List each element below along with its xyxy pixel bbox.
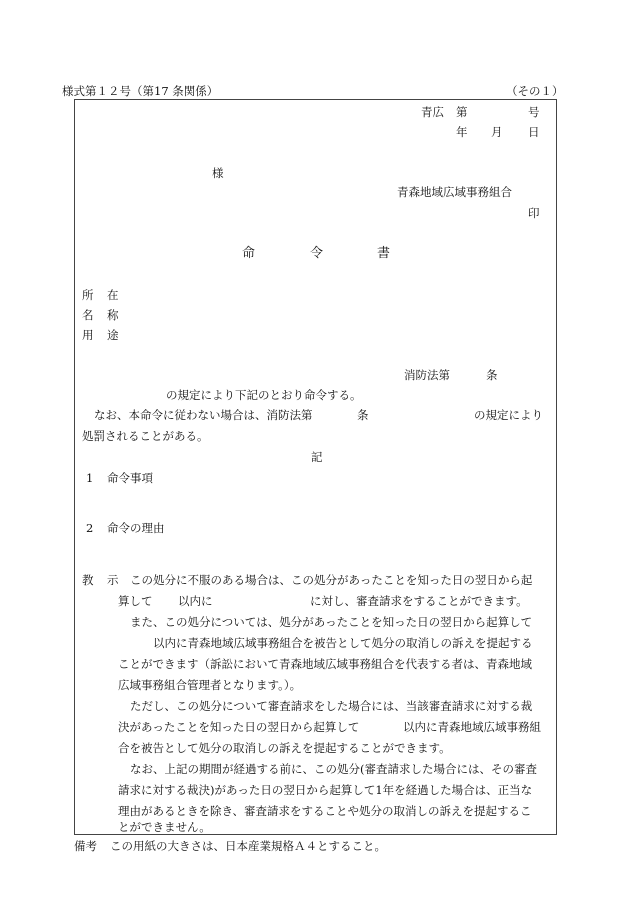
doc-number-dai: 第 bbox=[456, 105, 468, 119]
field-name-1: 名 bbox=[82, 308, 94, 322]
kyoji-line-2b: 以内に bbox=[178, 594, 213, 608]
law-article-label: 消防法第 bbox=[404, 368, 450, 382]
ki-mark: 記 bbox=[311, 450, 323, 464]
form-part: （その１） bbox=[506, 84, 564, 98]
date-day: 日 bbox=[528, 125, 540, 139]
kyoji-line-11: 請求に対する裁決)があった日の翌日から起算して1年を経過した場合は、正当な bbox=[118, 783, 533, 797]
kyoji-line-12: 理由があるときを除き、審査請求をすることや処分の取消しの訴えを提起するこ bbox=[118, 804, 532, 818]
date-month: 月 bbox=[491, 125, 503, 139]
kyoji-line-9: 合を被告として処分の取消しの訴えを提起することができます。 bbox=[118, 741, 451, 755]
kyoji-label-1: 教 bbox=[82, 573, 94, 587]
addressee-suffix: 様 bbox=[212, 166, 224, 180]
title-char-2: 令 bbox=[310, 246, 324, 261]
kyoji-line-13: とができません。 bbox=[118, 820, 211, 834]
kyoji-line-8a: 決があったことを知った日の翌日から起算して bbox=[118, 720, 360, 734]
title-char-3: 書 bbox=[377, 246, 391, 261]
kyoji-line-7: ただし、この処分について審査請求をした場合には、当該審査請求に対する裁 bbox=[130, 699, 533, 713]
kyoji-line-2c: に対し、審査請求をすることができます。 bbox=[310, 594, 528, 608]
kyoji-line-8b: 以内に青森地域広域事務組 bbox=[403, 720, 541, 734]
order-statement: の規定により下記のとおり命令する。 bbox=[166, 388, 362, 402]
kyoji-label-2: 示 bbox=[107, 573, 119, 587]
field-name-2: 称 bbox=[107, 308, 119, 322]
remarks-text: この用紙の大きさは、日本産業規格Ａ４とすること。 bbox=[110, 839, 386, 853]
field-location-1: 所 bbox=[82, 288, 94, 302]
penalty-text-jo: 条 bbox=[357, 408, 369, 422]
seal-mark: 印 bbox=[528, 206, 540, 220]
item-1-label: 命令事項 bbox=[107, 471, 153, 485]
field-use-1: 用 bbox=[82, 328, 94, 342]
kyoji-line-10: なお、上記の期間が経過する前に、この処分(審査請求した場合には、その審査 bbox=[130, 762, 537, 776]
issuer-name: 青森地域広域事務組合 bbox=[397, 185, 512, 199]
field-location-2: 在 bbox=[107, 288, 119, 302]
kyoji-line-1: この処分に不服のある場合は、この処分があったことを知った日の翌日から起 bbox=[130, 573, 533, 587]
doc-number-prefix: 青広 bbox=[421, 105, 444, 119]
remarks-label: 備考 bbox=[74, 839, 97, 853]
kyoji-line-2a: 算して bbox=[118, 594, 153, 608]
kyoji-line-5: ことができます（訴訟において青森地域広域事務組合を代表する者は、青森地域 bbox=[118, 657, 532, 671]
date-year: 年 bbox=[456, 125, 468, 139]
kyoji-line-3: また、この処分については、処分があったことを知った日の翌日から起算して bbox=[130, 615, 533, 629]
form-number: 様式第１２号（第17 条関係） bbox=[62, 84, 219, 98]
item-2-number: 2 bbox=[86, 521, 94, 535]
penalty-text-c: の規定により bbox=[474, 408, 543, 422]
title-char-1: 命 bbox=[242, 246, 256, 261]
law-article-jo: 条 bbox=[486, 368, 498, 382]
field-use-2: 途 bbox=[107, 328, 119, 342]
penalty-text-a: なお、本命令に従わない場合は、消防法第 bbox=[94, 408, 313, 422]
kyoji-line-4: 以内に青森地域広域事務組合を被告として処分の取消しの訴えを提起する bbox=[153, 636, 533, 650]
item-1-number: 1 bbox=[86, 471, 94, 485]
item-2-label: 命令の理由 bbox=[107, 521, 165, 535]
doc-number-go: 号 bbox=[528, 105, 540, 119]
penalty-text-end: 処罰されることがある。 bbox=[82, 429, 209, 443]
kyoji-line-6: 広域事務組合管理者となります。）。 bbox=[118, 678, 302, 692]
